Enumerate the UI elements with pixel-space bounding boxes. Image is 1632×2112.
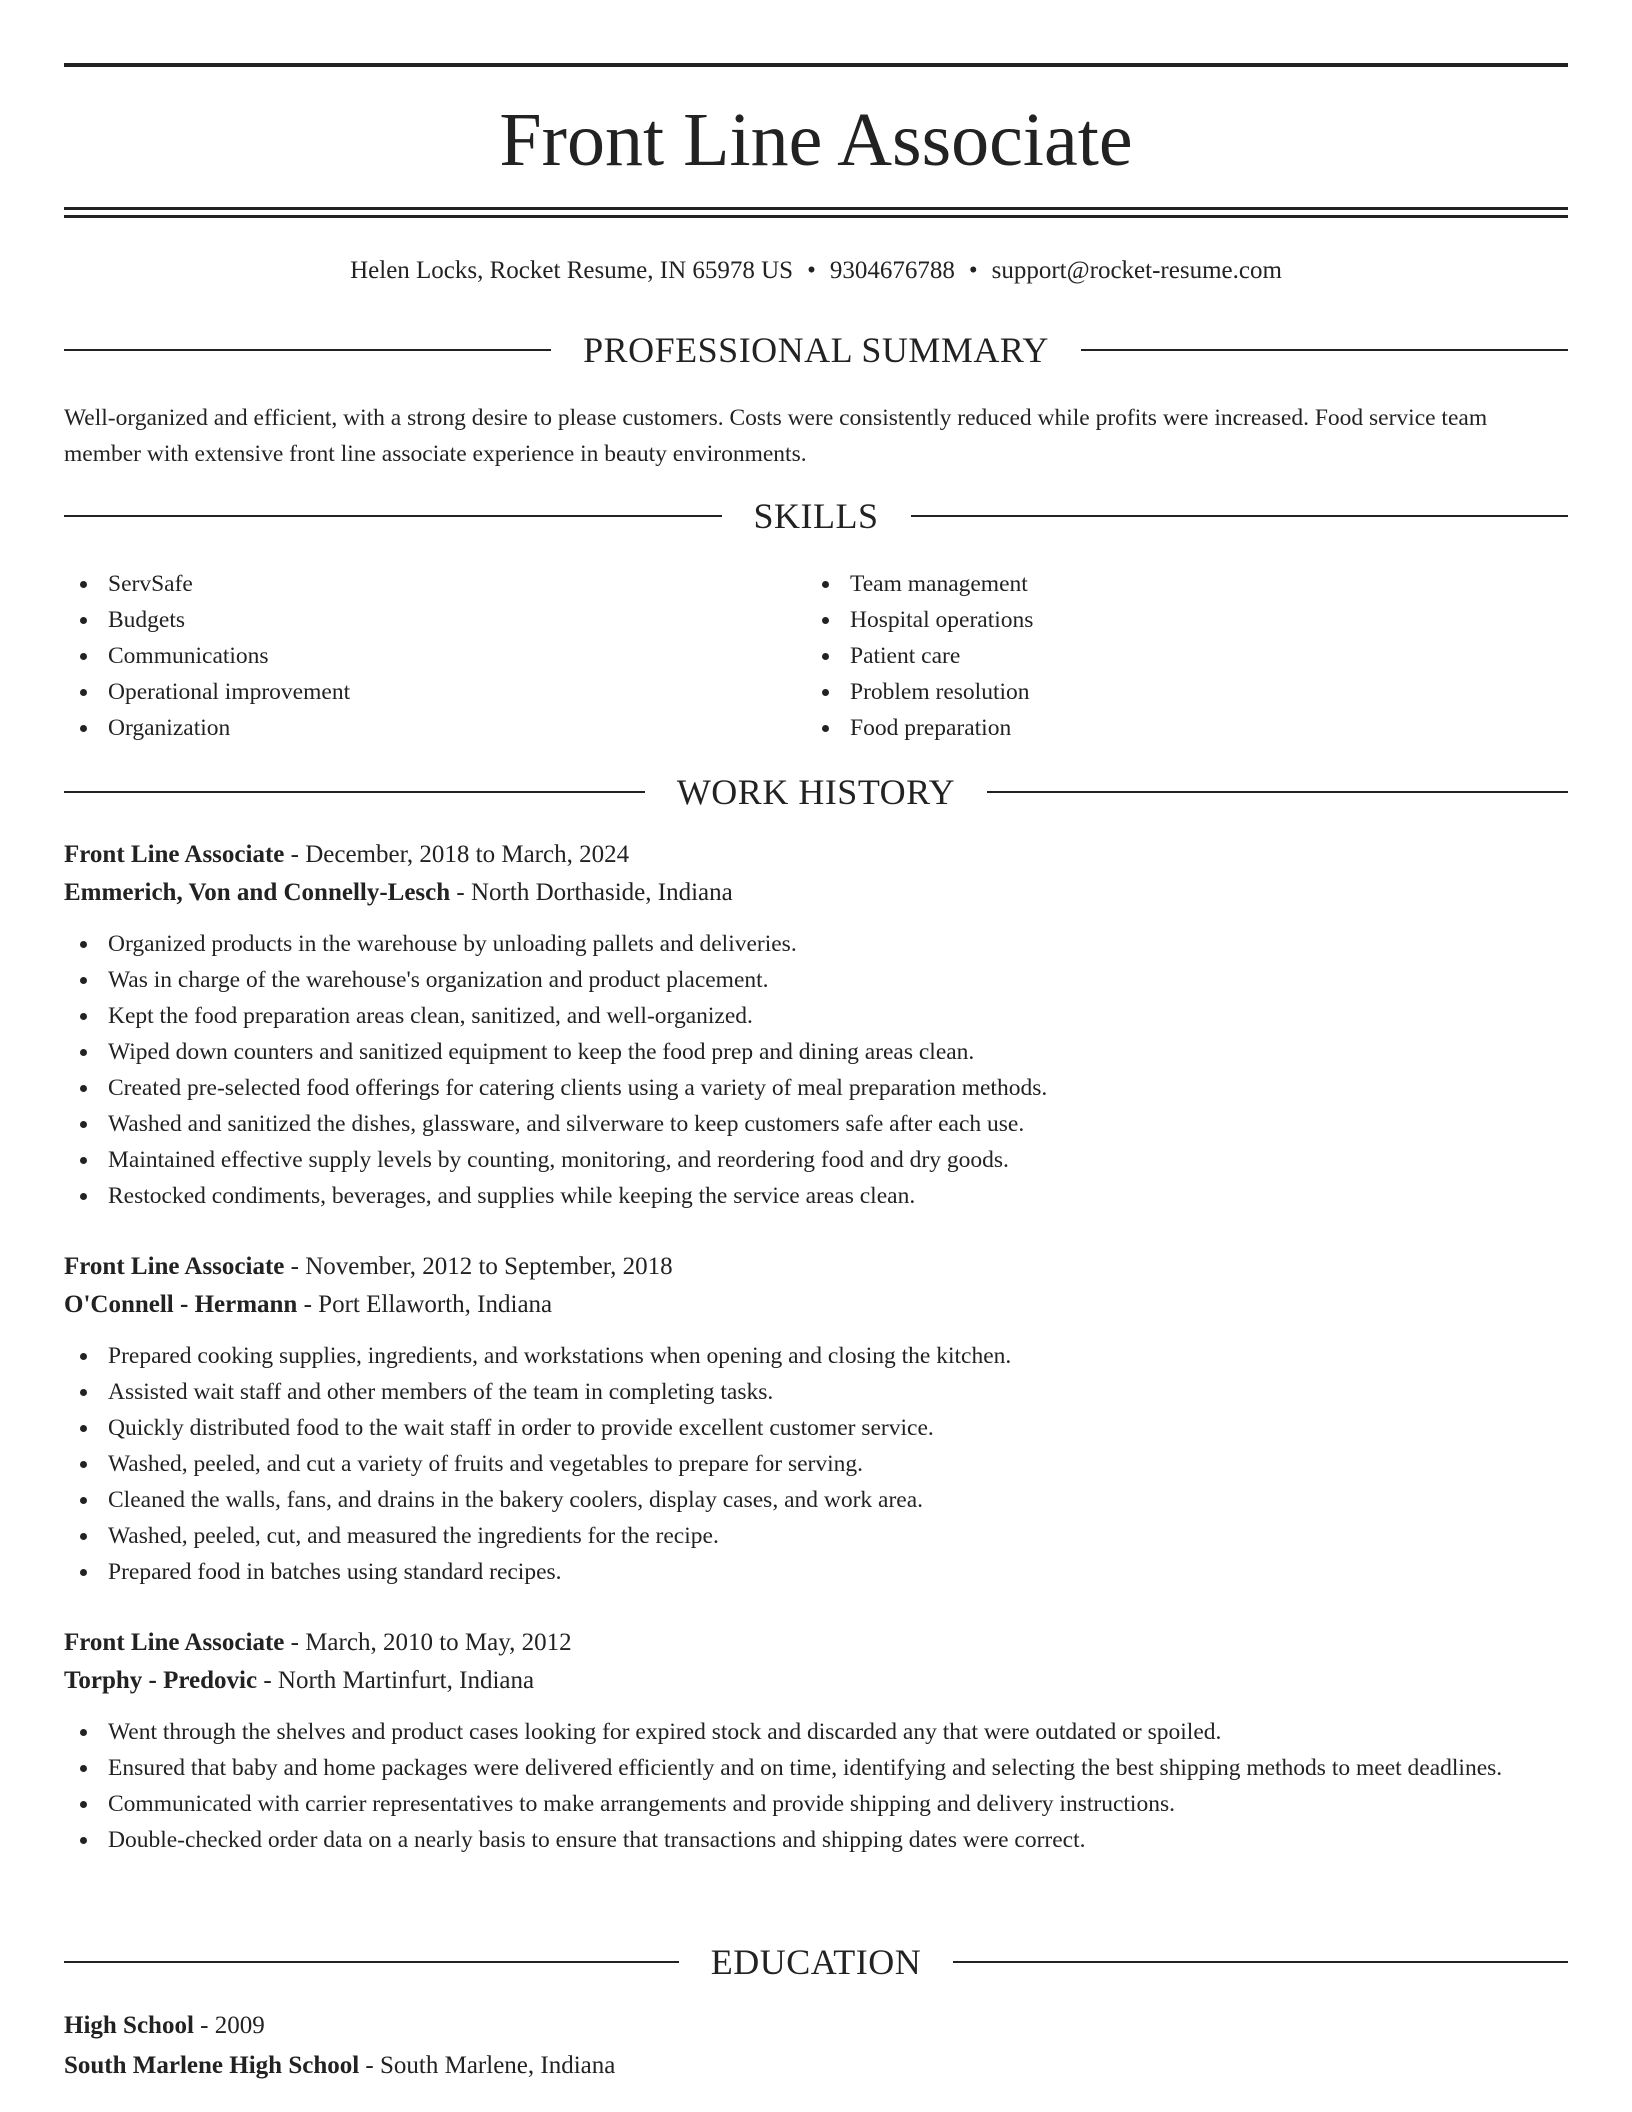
section-title: PROFESSIONAL SUMMARY bbox=[583, 330, 1049, 370]
summary-heading bbox=[64, 328, 1568, 372]
job-dates: November, 2012 to September, 2018 bbox=[305, 1253, 673, 1280]
education-school-line bbox=[64, 2046, 1568, 2086]
duty-item: Prepared cooking supplies, ingredients, and workstations when opening and closing the kitchen. bbox=[64, 1338, 1568, 1374]
duty-item: Washed, peeled, and cut a variety of fruits and vegetables to prepare for serving. bbox=[64, 1446, 1568, 1482]
duty-item: Kept the food preparation areas clean, sanitized, and well-organized. bbox=[64, 998, 1568, 1034]
education-location: South Marlene, Indiana bbox=[380, 2052, 616, 2079]
duty-item: Ensured that baby and home packages were delivered efficiently and on time, identifying and selecting the best shipping methods to meet deadlines. bbox=[64, 1750, 1568, 1786]
duty-item: Maintained effective supply levels by counting, monitoring, and reordering food and dry goods. bbox=[64, 1142, 1568, 1178]
duty-item: Restocked condiments, beverages, and supplies while keeping the service areas clean. bbox=[64, 1178, 1568, 1214]
job-duties bbox=[64, 1338, 1568, 1590]
skill-item: Organization bbox=[64, 710, 764, 746]
skill-item: Budgets bbox=[64, 602, 764, 638]
dash: - bbox=[297, 1291, 319, 1318]
duty-item: Organized products in the warehouse by unloading pallets and deliveries. bbox=[64, 926, 1568, 962]
skill-item: Operational improvement bbox=[64, 674, 764, 710]
dash: - bbox=[284, 1253, 306, 1280]
job-dates: March, 2010 to May, 2012 bbox=[305, 1629, 572, 1656]
heading-rule bbox=[64, 1961, 679, 1963]
skill-item: Patient care bbox=[806, 638, 1506, 674]
job-dates: December, 2018 to March, 2024 bbox=[305, 841, 630, 868]
education-heading bbox=[64, 1940, 1568, 1984]
job-title-line bbox=[64, 1624, 1568, 1662]
duty-item: Prepared food in batches using standard recipes. bbox=[64, 1554, 1568, 1590]
skills-heading bbox=[64, 494, 1568, 538]
heading-rule bbox=[64, 349, 551, 351]
contact-line bbox=[64, 254, 1568, 288]
title-rule-lower bbox=[64, 215, 1568, 218]
contact-address: Helen Locks, Rocket Resume, IN 65978 US bbox=[350, 257, 794, 284]
title-rule-upper bbox=[64, 207, 1568, 210]
skill-item: Problem resolution bbox=[806, 674, 1506, 710]
dash: - bbox=[284, 1629, 306, 1656]
contact-email: support@rocket-resume.com bbox=[991, 257, 1282, 284]
duty-item: Assisted wait staff and other members of the team in completing tasks. bbox=[64, 1374, 1568, 1410]
dash: - bbox=[257, 1667, 278, 1694]
section-title: EDUCATION bbox=[710, 1942, 922, 1982]
job-location: Port Ellaworth, Indiana bbox=[318, 1291, 553, 1318]
job-company: Emmerich, Von and Connelly-Lesch bbox=[64, 879, 451, 906]
contact-phone: 9304676788 bbox=[829, 257, 955, 284]
contact-separator: • bbox=[807, 257, 816, 284]
job-title: Front Line Associate bbox=[64, 841, 285, 868]
heading-rule bbox=[64, 791, 645, 793]
skills-left-column bbox=[64, 566, 764, 746]
work-history-heading bbox=[64, 770, 1568, 814]
job-location: North Martinfurt, Indiana bbox=[277, 1667, 535, 1694]
summary-text: Well-organized and efficient, with a strong desire to please customers. Costs were consistently reduced while profits were increased. Food service team member with extensive front line associate experience in beauty environments. bbox=[64, 405, 1488, 467]
duty-item: Went through the shelves and product cases looking for expired stock and discarded any that were outdated or spoiled. bbox=[64, 1714, 1568, 1750]
job-entry bbox=[64, 836, 1568, 1214]
dash: - bbox=[450, 879, 471, 906]
section-title: SKILLS bbox=[753, 496, 879, 536]
duty-item: Wiped down counters and sanitized equipment to keep the food prep and dining areas clean. bbox=[64, 1034, 1568, 1070]
skill-item: Team management bbox=[806, 566, 1506, 602]
job-location: North Dorthaside, Indiana bbox=[471, 879, 733, 906]
job-company: O'Connell - Hermann bbox=[64, 1291, 298, 1318]
job-title: Front Line Associate bbox=[64, 1253, 285, 1280]
education-degree-line bbox=[64, 2006, 1568, 2046]
skill-item: ServSafe bbox=[64, 566, 764, 602]
duty-item: Quickly distributed food to the wait staff in order to provide excellent customer service. bbox=[64, 1410, 1568, 1446]
skill-item: Food preparation bbox=[806, 710, 1506, 746]
job-company: Torphy - Predovic bbox=[64, 1667, 258, 1694]
job-company-line bbox=[64, 874, 1568, 912]
dash: - bbox=[359, 2052, 380, 2079]
job-duties bbox=[64, 1714, 1568, 1858]
duty-item: Double-checked order data on a nearly basis to ensure that transactions and shipping dates were correct. bbox=[64, 1822, 1568, 1858]
job-title-line bbox=[64, 836, 1568, 874]
education-school: South Marlene High School bbox=[64, 2052, 360, 2079]
duty-item: Created pre-selected food offerings for catering clients using a variety of meal preparation methods. bbox=[64, 1070, 1568, 1106]
job-duties bbox=[64, 926, 1568, 1214]
heading-rule bbox=[953, 1961, 1568, 1963]
duty-item: Communicated with carrier representatives to make arrangements and provide shipping and delivery instructions. bbox=[64, 1786, 1568, 1822]
contact-separator: • bbox=[968, 257, 978, 284]
dash: - bbox=[284, 841, 306, 868]
duty-item: Washed and sanitized the dishes, glassware, and silverware to keep customers safe after each use. bbox=[64, 1106, 1568, 1142]
education-degree: High School bbox=[64, 2012, 194, 2039]
job-title-line bbox=[64, 1248, 1568, 1286]
job-title: Front Line Associate bbox=[64, 1629, 285, 1656]
duty-item: Was in charge of the warehouse's organization and product placement. bbox=[64, 962, 1568, 998]
skill-item: Hospital operations bbox=[806, 602, 1506, 638]
heading-rule bbox=[987, 791, 1568, 793]
job-company-line bbox=[64, 1286, 1568, 1324]
heading-rule bbox=[64, 515, 722, 517]
job-company-line bbox=[64, 1662, 1568, 1700]
dash: - bbox=[193, 2012, 215, 2039]
duty-item: Cleaned the walls, fans, and drains in the bakery coolers, display cases, and work area. bbox=[64, 1482, 1568, 1518]
education-entry bbox=[64, 2006, 1568, 2086]
heading-rule bbox=[1081, 349, 1568, 351]
resume-title: Front Line Associate bbox=[499, 98, 1133, 182]
job-entry bbox=[64, 1248, 1568, 1590]
top-rule bbox=[64, 63, 1568, 67]
section-title: WORK HISTORY bbox=[676, 772, 956, 812]
skills-right-column bbox=[806, 566, 1506, 746]
duty-item: Washed, peeled, cut, and measured the ingredients for the recipe. bbox=[64, 1518, 1568, 1554]
job-entry bbox=[64, 1624, 1568, 1858]
heading-rule bbox=[911, 515, 1569, 517]
education-year: 2009 bbox=[214, 2012, 265, 2039]
skill-item: Communications bbox=[64, 638, 764, 674]
